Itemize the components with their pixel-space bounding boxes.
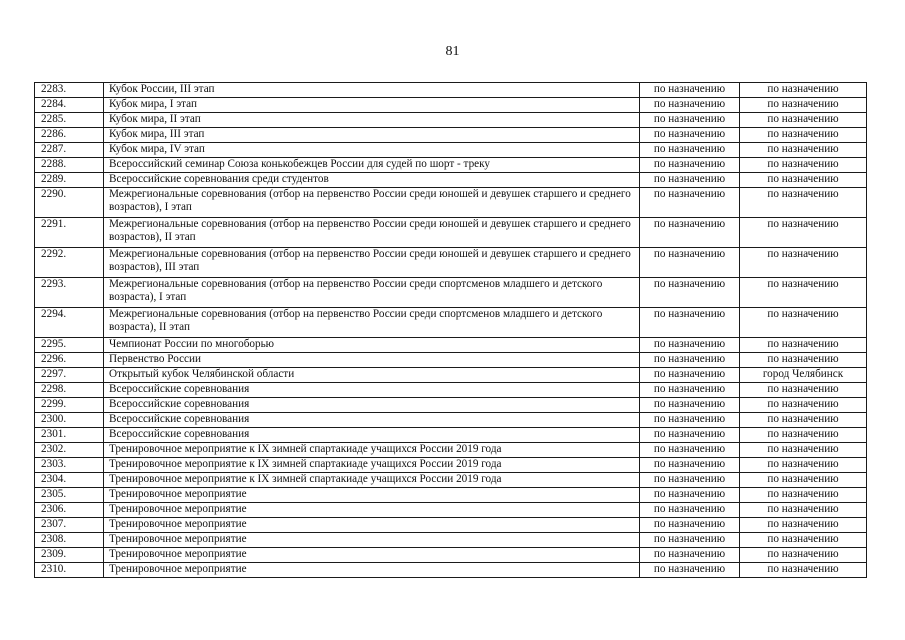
event-name-cell: Всероссийские соревнования xyxy=(104,398,640,413)
venue-cell: по назначению xyxy=(740,173,867,188)
dates-cell: по назначению xyxy=(640,518,740,533)
venue-cell: по назначению xyxy=(740,188,867,218)
dates-cell: по назначению xyxy=(640,503,740,518)
event-name-cell: Кубок мира, IV этап xyxy=(104,143,640,158)
table-row xyxy=(35,188,867,218)
table-row xyxy=(35,338,867,353)
events-table xyxy=(34,82,867,578)
venue-cell: по назначению xyxy=(740,248,867,278)
venue-cell: по назначению xyxy=(740,98,867,113)
table-row xyxy=(35,353,867,368)
row-number-cell: 2293. xyxy=(35,278,104,308)
table-row xyxy=(35,488,867,503)
row-number-cell: 2310. xyxy=(35,563,104,578)
dates-cell: по назначению xyxy=(640,428,740,443)
row-number-cell: 2302. xyxy=(35,443,104,458)
event-name-cell: Межрегиональные соревнования (отбор на первенство России среди юношей и девушек старшего и среднего возрастов), I этап xyxy=(104,188,640,218)
row-number-cell: 2287. xyxy=(35,143,104,158)
row-number-cell: 2300. xyxy=(35,413,104,428)
table-row xyxy=(35,428,867,443)
venue-cell: по назначению xyxy=(740,338,867,353)
row-number-cell: 2309. xyxy=(35,548,104,563)
event-name-cell: Всероссийские соревнования xyxy=(104,428,640,443)
dates-cell: по назначению xyxy=(640,128,740,143)
dates-cell: по назначению xyxy=(640,368,740,383)
dates-cell: по назначению xyxy=(640,413,740,428)
table-row xyxy=(35,533,867,548)
row-number-cell: 2295. xyxy=(35,338,104,353)
table-row xyxy=(35,83,867,98)
venue-cell: по назначению xyxy=(740,518,867,533)
table-row xyxy=(35,308,867,338)
event-name-cell: Кубок мира, III этап xyxy=(104,128,640,143)
table-row xyxy=(35,503,867,518)
row-number-cell: 2290. xyxy=(35,188,104,218)
dates-cell: по назначению xyxy=(640,218,740,248)
row-number-cell: 2291. xyxy=(35,218,104,248)
event-name-cell: Всероссийские соревнования xyxy=(104,383,640,398)
row-number-cell: 2292. xyxy=(35,248,104,278)
dates-cell: по назначению xyxy=(640,338,740,353)
row-number-cell: 2296. xyxy=(35,353,104,368)
venue-cell: по назначению xyxy=(740,83,867,98)
table-row xyxy=(35,443,867,458)
venue-cell: по назначению xyxy=(740,443,867,458)
event-name-cell: Тренировочное мероприятие xyxy=(104,488,640,503)
event-name-cell: Кубок мира, II этап xyxy=(104,113,640,128)
venue-cell: по назначению xyxy=(740,128,867,143)
dates-cell: по назначению xyxy=(640,488,740,503)
dates-cell: по назначению xyxy=(640,353,740,368)
dates-cell: по назначению xyxy=(640,188,740,218)
dates-cell: по назначению xyxy=(640,143,740,158)
dates-cell: по назначению xyxy=(640,563,740,578)
row-number-cell: 2307. xyxy=(35,518,104,533)
row-number-cell: 2301. xyxy=(35,428,104,443)
event-name-cell: Межрегиональные соревнования (отбор на первенство России среди юношей и девушек старшего и среднего возрастов), III этап xyxy=(104,248,640,278)
event-name-cell: Межрегиональные соревнования (отбор на первенство России среди спортсменов младшего и детского возраста), I этап xyxy=(104,278,640,308)
venue-cell: по назначению xyxy=(740,278,867,308)
event-name-cell: Кубок России, III этап xyxy=(104,83,640,98)
events-table-body xyxy=(35,83,867,578)
event-name-cell: Открытый кубок Челябинской области xyxy=(104,368,640,383)
venue-cell: по назначению xyxy=(740,503,867,518)
page-number: 81 xyxy=(445,44,460,59)
dates-cell: по назначению xyxy=(640,83,740,98)
table-row xyxy=(35,278,867,308)
venue-cell: по назначению xyxy=(740,218,867,248)
venue-cell: по назначению xyxy=(740,113,867,128)
venue-cell: по назначению xyxy=(740,143,867,158)
event-name-cell: Тренировочное мероприятие к IX зимней спартакиаде учащихся России 2019 года xyxy=(104,443,640,458)
dates-cell: по назначению xyxy=(640,173,740,188)
dates-cell: по назначению xyxy=(640,473,740,488)
event-name-cell: Тренировочное мероприятие к IX зимней спартакиаде учащихся России 2019 года xyxy=(104,458,640,473)
table-row xyxy=(35,218,867,248)
event-name-cell: Тренировочное мероприятие к IX зимней спартакиаде учащихся России 2019 года xyxy=(104,473,640,488)
venue-cell: по назначению xyxy=(740,353,867,368)
event-name-cell: Межрегиональные соревнования (отбор на первенство России среди юношей и девушек старшего и среднего возрастов), II этап xyxy=(104,218,640,248)
dates-cell: по назначению xyxy=(640,383,740,398)
table-row xyxy=(35,398,867,413)
venue-cell: по назначению xyxy=(740,413,867,428)
dates-cell: по назначению xyxy=(640,458,740,473)
venue-cell: по назначению xyxy=(740,458,867,473)
venue-cell: по назначению xyxy=(740,383,867,398)
event-name-cell: Тренировочное мероприятие xyxy=(104,503,640,518)
table-row xyxy=(35,563,867,578)
venue-cell: по назначению xyxy=(740,548,867,563)
dates-cell: по назначению xyxy=(640,98,740,113)
row-number-cell: 2298. xyxy=(35,383,104,398)
row-number-cell: 2289. xyxy=(35,173,104,188)
venue-cell: по назначению xyxy=(740,398,867,413)
row-number-cell: 2288. xyxy=(35,158,104,173)
dates-cell: по назначению xyxy=(640,443,740,458)
table-row xyxy=(35,173,867,188)
table-row xyxy=(35,383,867,398)
row-number-cell: 2283. xyxy=(35,83,104,98)
row-number-cell: 2294. xyxy=(35,308,104,338)
venue-cell: по назначению xyxy=(740,308,867,338)
row-number-cell: 2308. xyxy=(35,533,104,548)
dates-cell: по назначению xyxy=(640,278,740,308)
event-name-cell: Первенство России xyxy=(104,353,640,368)
event-name-cell: Тренировочное мероприятие xyxy=(104,563,640,578)
table-row xyxy=(35,458,867,473)
dates-cell: по назначению xyxy=(640,113,740,128)
event-name-cell: Всероссийские соревнования среди студентов xyxy=(104,173,640,188)
table-row xyxy=(35,158,867,173)
event-name-cell: Кубок мира, I этап xyxy=(104,98,640,113)
table-row xyxy=(35,548,867,563)
table-row xyxy=(35,368,867,383)
venue-cell: по назначению xyxy=(740,533,867,548)
table-row xyxy=(35,413,867,428)
row-number-cell: 2297. xyxy=(35,368,104,383)
dates-cell: по назначению xyxy=(640,248,740,278)
table-row xyxy=(35,98,867,113)
venue-cell: по назначению xyxy=(740,428,867,443)
table-row xyxy=(35,128,867,143)
dates-cell: по назначению xyxy=(640,533,740,548)
row-number-cell: 2305. xyxy=(35,488,104,503)
row-number-cell: 2306. xyxy=(35,503,104,518)
event-name-cell: Межрегиональные соревнования (отбор на первенство России среди спортсменов младшего и детского возраста), II этап xyxy=(104,308,640,338)
dates-cell: по назначению xyxy=(640,548,740,563)
table-row xyxy=(35,518,867,533)
row-number-cell: 2285. xyxy=(35,113,104,128)
venue-cell: по назначению xyxy=(740,563,867,578)
event-name-cell: Тренировочное мероприятие xyxy=(104,533,640,548)
venue-cell: по назначению xyxy=(740,473,867,488)
table-row xyxy=(35,248,867,278)
event-name-cell: Чемпионат России по многоборью xyxy=(104,338,640,353)
event-name-cell: Тренировочное мероприятие xyxy=(104,518,640,533)
row-number-cell: 2299. xyxy=(35,398,104,413)
dates-cell: по назначению xyxy=(640,308,740,338)
row-number-cell: 2286. xyxy=(35,128,104,143)
row-number-cell: 2304. xyxy=(35,473,104,488)
table-row xyxy=(35,473,867,488)
event-name-cell: Тренировочное мероприятие xyxy=(104,548,640,563)
table-row xyxy=(35,113,867,128)
event-name-cell: Всероссийские соревнования xyxy=(104,413,640,428)
venue-cell: по назначению xyxy=(740,158,867,173)
venue-cell: город Челябинск xyxy=(740,368,867,383)
row-number-cell: 2303. xyxy=(35,458,104,473)
row-number-cell: 2284. xyxy=(35,98,104,113)
table-row xyxy=(35,143,867,158)
dates-cell: по назначению xyxy=(640,398,740,413)
dates-cell: по назначению xyxy=(640,158,740,173)
event-name-cell: Всероссийский семинар Союза конькобежцев России для судей по шорт - треку xyxy=(104,158,640,173)
venue-cell: по назначению xyxy=(740,488,867,503)
